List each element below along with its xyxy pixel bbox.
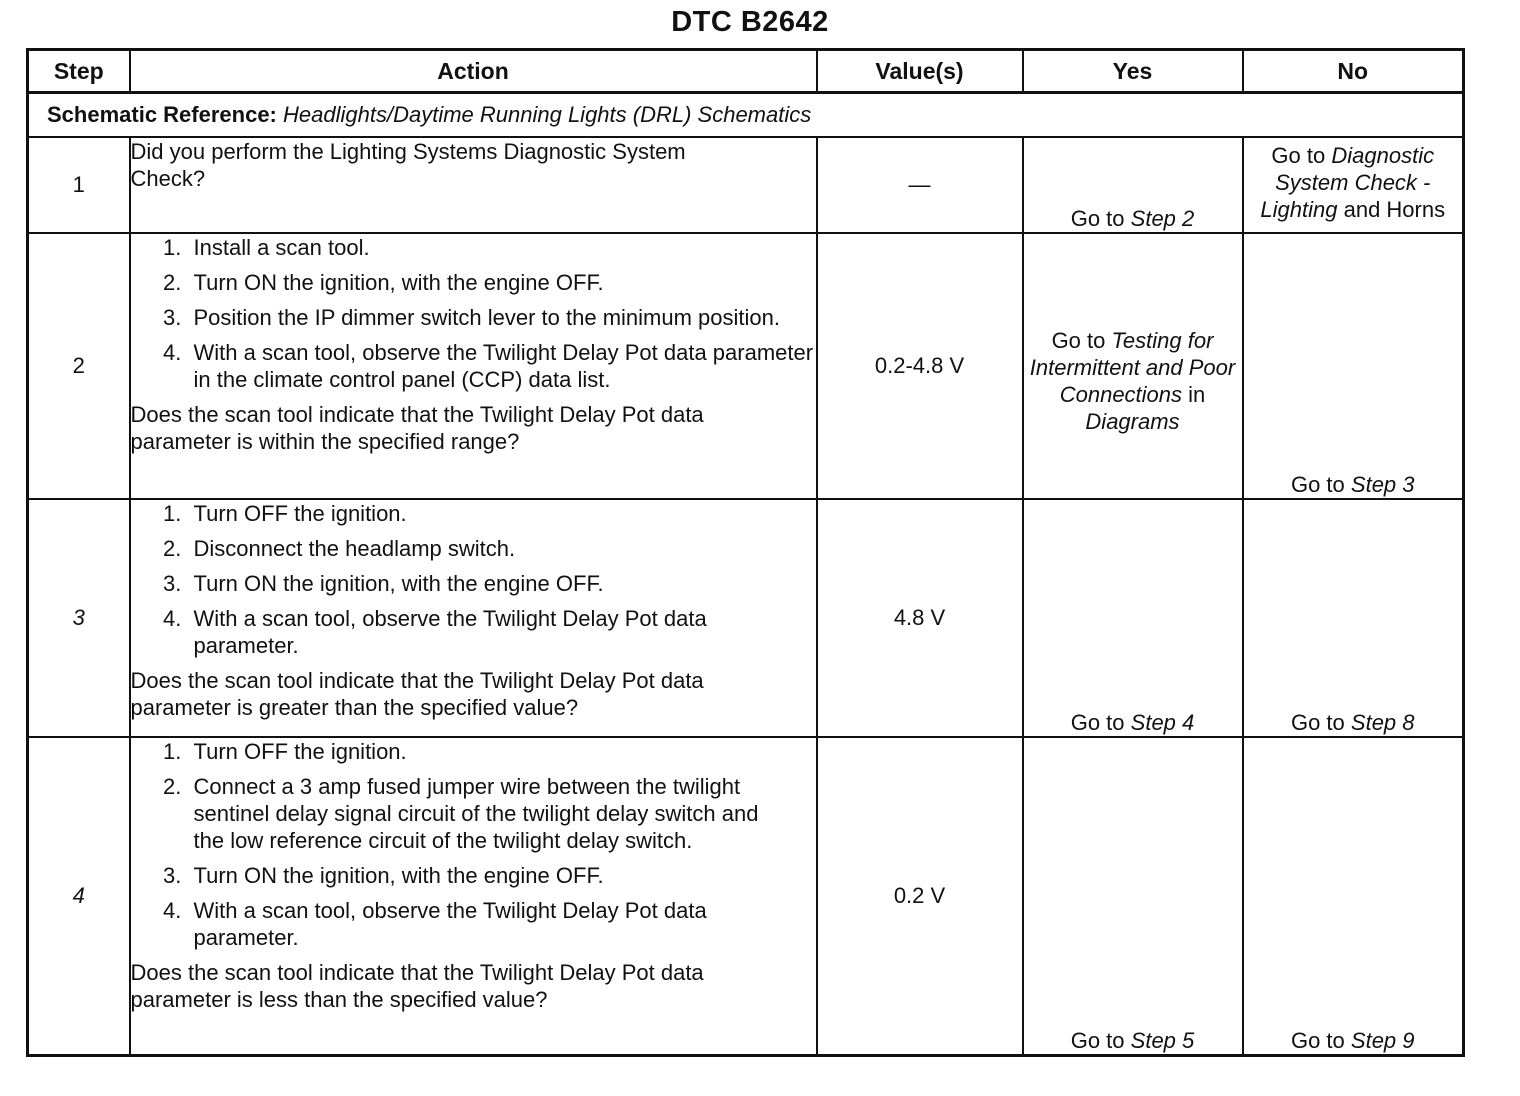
header-yes: Yes [1023,50,1243,93]
yes-cell [1023,499,1243,737]
instruction-list [131,500,816,659]
action-cell [130,137,817,233]
no-prefix: Go to [1271,143,1326,168]
value-cell [817,137,1023,233]
action-cell [130,499,817,737]
yes-link[interactable]: Step 4 [1130,710,1195,735]
no-prefix: Go to [1290,1027,1345,1053]
yes-cell [1023,737,1243,1055]
schematic-reference-row [28,93,1464,138]
table-header-row [28,50,1464,93]
yes-prefix: Go to [1070,710,1125,735]
no-cell [1243,499,1464,737]
instruction-item: 1. Install a scan tool. [188,234,816,261]
header-no: No [1243,50,1464,93]
yes-link[interactable]: Step 5 [1130,1027,1195,1053]
instruction-list [131,234,816,393]
yes-link[interactable]: Testing for Intermittent and Poor Connections [1029,328,1236,407]
page-title: DTC B2642 [671,6,829,38]
table-row [28,233,1464,499]
schematic-reference [28,93,1464,138]
value-cell [817,233,1023,499]
step-number: 2 [28,233,130,499]
step-question: Does the scan tool indicate that the Twilight Delay Pot data parameter is less than the specified value? [130,960,704,1012]
yes-cell [1023,233,1243,499]
header-action: Action [130,50,817,93]
value-text: 4.8 V [893,605,946,630]
instruction-item: 1. Turn OFF the ignition. [188,738,816,765]
no-link[interactable]: Step 8 [1350,710,1415,735]
no-cell [1243,233,1464,499]
instruction-item: 2. Connect a 3 amp fused jumper wire between the twilight sentinel delay signal circuit of the twilight delay switch and the low reference circuit of the twilight delay switch. [188,773,816,854]
table-row [28,499,1464,737]
step-question: Does the scan tool indicate that the Twilight Delay Pot data parameter is greater than the specified value? [130,668,704,720]
no-cell [1243,737,1464,1055]
header-step: Step [28,50,130,93]
instruction-item: 2. Disconnect the headlamp switch. [188,535,816,562]
action-cell [130,233,817,499]
instruction-item: 4. With a scan tool, observe the Twilight Delay Pot data parameter. [188,897,816,951]
instruction-item: 4. With a scan tool, observe the Twilight Delay Pot data parameter in the climate control panel (CCP) data list. [188,339,816,393]
schematic-link[interactable]: Headlights/Daytime Running Lights (DRL) Schematics [283,102,812,127]
value-text: 0.2 V [893,882,946,908]
value-text: 0.2-4.8 V [874,353,965,378]
instruction-item: 4. With a scan tool, observe the Twilight Delay Pot data parameter. [188,605,816,659]
no-link[interactable]: Step 3 [1350,472,1415,497]
diagnostic-table [26,48,1465,1057]
instruction-item: 3. Turn ON the ignition, with the engine OFF. [188,570,816,597]
yes-prefix: Go to [1051,328,1106,353]
instruction-list [131,738,816,951]
instruction-item: 2. Turn ON the ignition, with the engine OFF. [188,269,816,296]
yes-prefix: Go to [1070,1027,1125,1053]
step-question: Did you perform the Lighting Systems Diagnostic System Check? [130,139,686,191]
header-values: Value(s) [817,50,1023,93]
no-cell [1243,137,1464,233]
no-prefix: Go to [1290,710,1345,735]
no-suffix: and Horns [1343,197,1446,222]
value-cell [817,737,1023,1055]
step-number: 3 [28,499,130,737]
value-cell [817,499,1023,737]
table-row [28,737,1464,1055]
step-question: Does the scan tool indicate that the Twilight Delay Pot data parameter is within the specified range? [130,402,704,454]
value-text: — [908,172,931,197]
yes-link-2[interactable]: Diagrams [1085,409,1180,434]
yes-prefix: Go to [1070,206,1125,231]
instruction-item: 3. Turn ON the ignition, with the engine OFF. [188,862,816,889]
yes-link[interactable]: Step 2 [1130,206,1195,231]
no-link[interactable]: Step 9 [1350,1027,1415,1053]
no-link[interactable]: Diagnostic System Check - Lighting [1260,143,1435,222]
action-cell [130,737,817,1055]
yes-cell [1023,137,1243,233]
instruction-item: 3. Position the IP dimmer switch lever to the minimum position. [188,304,816,331]
schematic-label: Schematic Reference: [47,102,277,127]
step-number: 4 [28,737,130,1055]
step-number: 1 [28,137,130,233]
instruction-item: 1. Turn OFF the ignition. [188,500,816,527]
no-prefix: Go to [1290,472,1345,497]
yes-middle: in [1188,382,1206,407]
table-row [28,137,1464,233]
